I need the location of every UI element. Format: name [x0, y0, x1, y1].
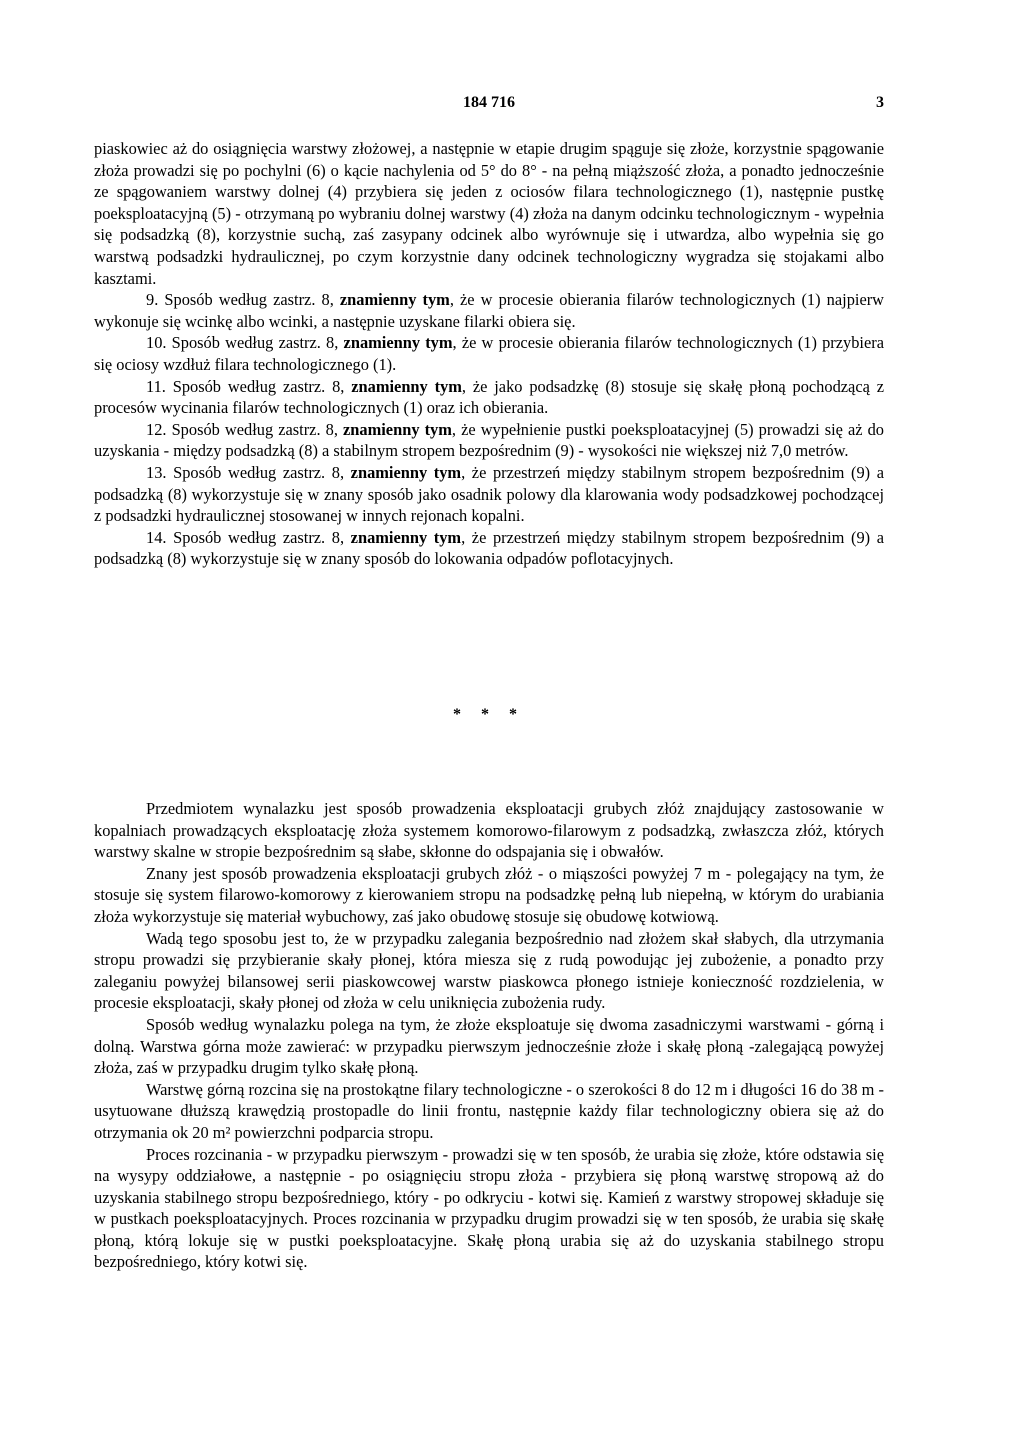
claim-emphasis: znamienny tym: [351, 376, 462, 396]
claim-continuation: piaskowiec aż do osiągnięcia warstwy złożowej, a następnie w etapie drugim spąguje się złoże, korzystnie spągowanie złoża prowadzi się po pochylni (6) o kącie nachylenia od 5° do 8° - na pełną miąższość złoża, a ponadto jednocześnie ze spągowaniem warstwy dolnej (4) przybiera się jeden z ociosów filara technologicznego (1), następnie pustkę poeksploatacyjną (5) - otrzymaną po wybraniu dolnej warstwy (4) złoża na danym odcinku technologicznym - wypełnia się podsadzką (8), korzystnie suchą, zaś zasypany odcinek albo wyrównuje się i utwardza, albo wypełnia się go warstwą podsadzki hydraulicznej, po czym korzystnie dany odcinek technologiczny wygradza się stojakami albo kasztami.: [94, 139, 884, 288]
claim-10: [94, 332, 884, 375]
claim-prefix: 12. Sposób według zastrz. 8,: [146, 419, 344, 439]
claim-11: [94, 376, 884, 419]
description-paragraph: Wadą tego sposobu jest to, że w przypadku zalegania bezpośrednio nad złożem skał słabych, dla utrzymania stropu prowadzi się przybieranie skały płonej, która miesza się z rudą powodując jej zubożenie, a ponadto przy zaleganiu powyżej bilansowej serii piaskowcowej warstw piaskowca płonego istnieje konieczność rozdzielenia, w procesie eksploatacji, skały płonej od złoża w celu uniknięcia zubożenia rudy.: [94, 928, 884, 1013]
claim-emphasis: znamienny tym: [343, 333, 453, 353]
claim-9: [94, 289, 884, 332]
claim-text: , że jako podsadzkę (8) stosuje się skałę płoną pochodzącą z procesów wycinania filarów technologicznych (1) oraz ich obierania.: [94, 376, 884, 418]
description-paragraph: Proces rozcinania - w przypadku pierwszym - prowadzi się w ten sposób, że urabia się złoże, które odstawia się na wysypy oddziałowe, a następnie - po osiągnięciu stropu złoża - przybiera się płoną warstwę stropową aż do uzyskania stabilnego stropu bezpośredniego, który - po odkryciu - kotwi się. Kamień z warstwy stropowej składuje się w pustkach poeksploatacyjnych. Proces rozcinania w przypadku drugim prowadzi się w ten sposób, że urabia się skałę płoną, którą lokuje się w pustki poeksploatacyjne. Skałę płoną urabia się aż do uzyskania stabilnego stropu bezpośredniego, który kotwi się.: [94, 1144, 884, 1272]
claim-prefix: 10. Sposób według zastrz. 8,: [146, 333, 344, 353]
claim-emphasis: znamienny tym: [339, 290, 450, 310]
description-paragraph: Warstwę górną rozcina się na prostokątne filary technologiczne - o szerokości 8 do 12 m i długości 16 do 38 m - usytuowane dłuższą krawędzią prostopadle do linii frontu, następnie każdy filar technologiczny obiera się aż do otrzymania ok 20 m² powierzchni podparcia stropu.: [94, 1079, 884, 1142]
document-id: 184 716: [463, 94, 515, 111]
claim-text: , że przestrzeń między stabilnym stropem bezpośrednim (9) a podsadzką (8) wykorzystuje się w znany sposób jako osadnik polowy dla klarowania wody podsadzkowej pochodzącej z podsadzki hydraulicznej stosowanej w innych rejonach kopalni.: [94, 462, 884, 526]
claim-text: , że w procesie obierania filarów technologicznych (1) przybiera się ociosy wzdłuż filara technologicznego (1).: [94, 333, 884, 374]
description-paragraph: Znany jest sposób prowadzenia eksploatacji grubych złóż - o miąszości powyżej 7 m - polegający na tym, że stosuje się system filarowo-komorowy z kierowaniem stropu na podsadzkę pełną lub niepełną, w którym do urabiania złoża wykorzystuje się materiał wybuchowy, zaś jako obudowę stosuje się obudowę kotwiową.: [94, 863, 884, 926]
description-paragraph: Sposób według wynalazku polega na tym, że złoże eksploatuje się dwoma zasadniczymi warstwami - górną i dolną. Warstwa górna może zawierać: w przypadku pierwszym jednocześnie złoże i skałę płoną -zalegającą powyżej złoża, zaś w przypadku drugim tylko skałę płoną.: [94, 1014, 884, 1078]
claim-prefix: 14. Sposób według zastrz. 8,: [146, 527, 351, 547]
claim-13: [94, 462, 884, 527]
claim-12: [94, 419, 884, 462]
claim-text: , że wypełnienie pustki poeksploatacyjnej (5) prowadzi się aż do uzyskania - między podsadzką (8) a stabilnym stropem bezpośrednim (9) - wysokości nie większej niż 7,0 metrów.: [94, 419, 884, 461]
claim-14: [94, 527, 884, 570]
claim-text: , że w procesie obierania filarów technologicznych (1) najpierw wykonuje się wcinkę albo wcinki, a następnie uzyskane filarki obiera się.: [94, 290, 885, 331]
claim-emphasis: znamienny tym: [343, 419, 452, 439]
claims-section: [94, 138, 884, 570]
page-number: 3: [876, 94, 884, 111]
claim-text: , że przestrzeń między stabilnym stropem bezpośrednim (9) a podsadzką (8) wykorzystuje się w znany sposób do lokowania odpadów poflotacyjnych.: [94, 527, 884, 569]
claim-emphasis: znamienny tym: [350, 462, 462, 482]
claim-emphasis: znamienny tym: [350, 527, 462, 547]
description-paragraph: Przedmiotem wynalazku jest sposób prowadzenia eksploatacji grubych złóż znajdujący zastosowanie w kopalniach prowadzących eksploatację złoża systemem komorowo-filarowym z podsadzką, zwłaszcza złóż, których warstwy skalne w stropie bezpośrednim są słabe, skłonne do odspajania się i obwałów.: [94, 799, 884, 862]
document-page: [94, 0, 884, 1448]
claim-prefix: 11. Sposób według zastrz. 8,: [146, 376, 352, 396]
page-header: [94, 94, 884, 116]
claim-prefix: 13. Sposób według zastrz. 8,: [146, 462, 351, 482]
section-separator: * * *: [453, 706, 525, 723]
description-section: [94, 798, 884, 1273]
claim-prefix: 9. Sposób według zastrz. 8,: [146, 290, 340, 310]
